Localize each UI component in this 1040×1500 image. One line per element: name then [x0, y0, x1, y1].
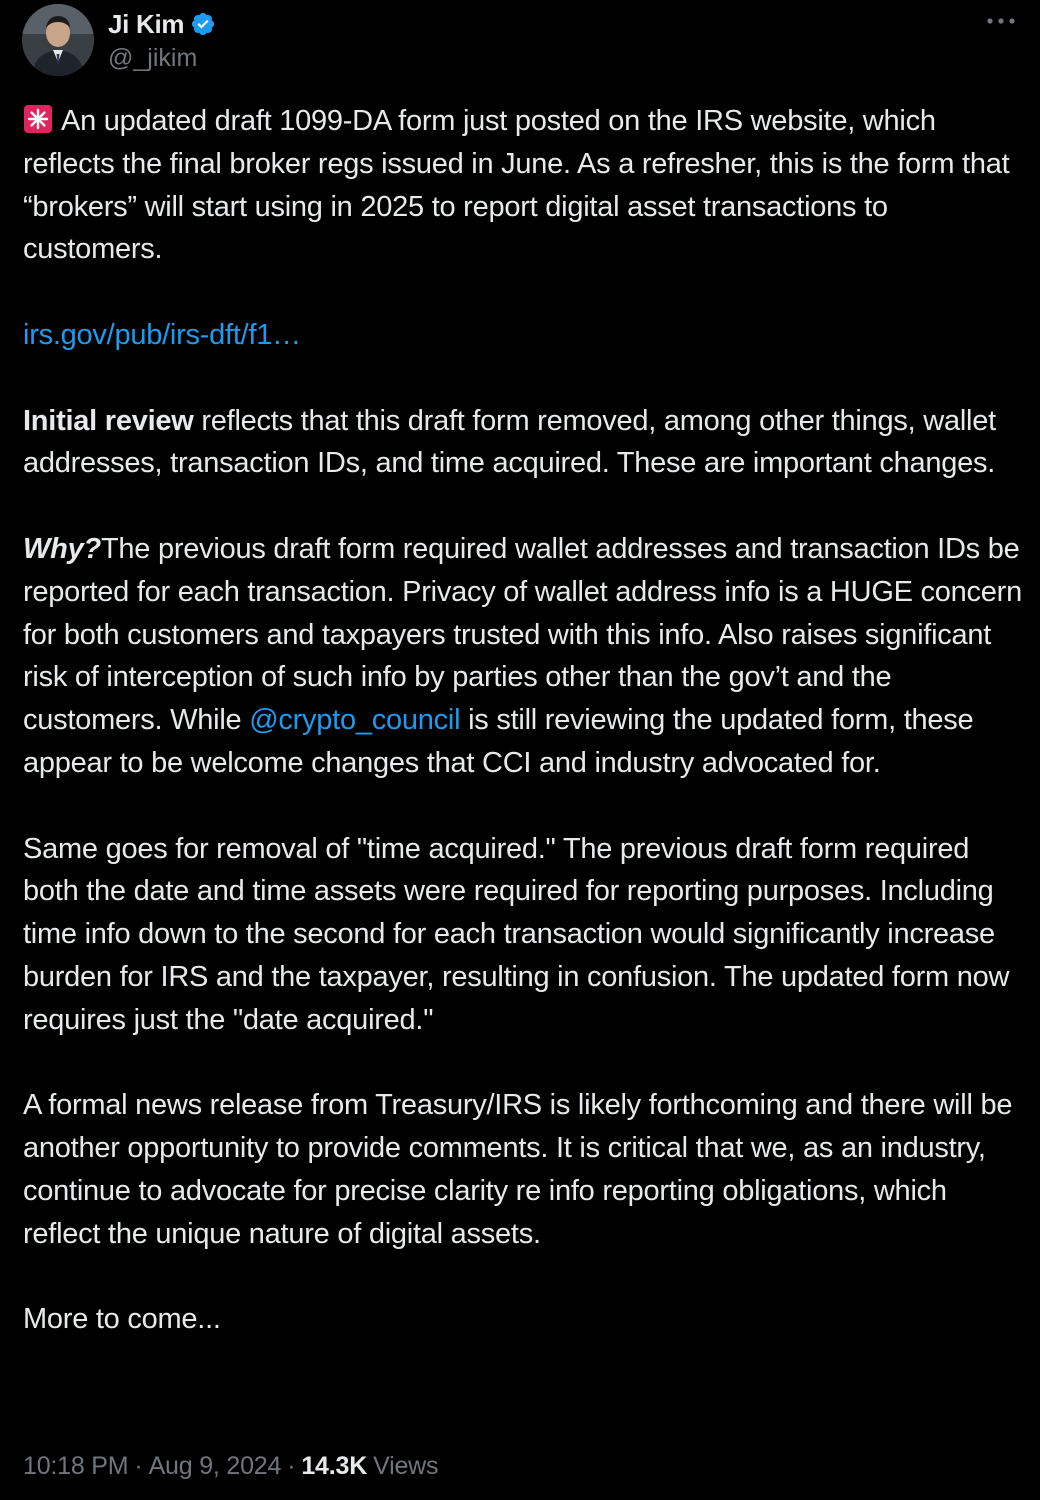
- paragraph-4-text: The previous draft form required wallet addresses and transaction IDs be reported for each transaction. Privacy of wallet address info is a HUGE concern for both customers and taxpayers trusted with this info. Also raises significant risk of interception of such info by parties other than the gov’t and the customers. While: [23, 532, 1022, 737]
- paragraph-1-text: An updated draft 1099-DA form just posted on the IRS website, which reflects the final broker regs issued in June. As a refresher, this is the form that “brokers” will start using in 2025 to report digital asset transactions to customers.: [23, 105, 1010, 266]
- avatar-image: [22, 4, 94, 76]
- tweet-header: [22, 4, 1018, 80]
- meta-separator-2: ·: [287, 1452, 296, 1480]
- avatar[interactable]: [22, 4, 94, 76]
- irs-link[interactable]: irs.gov/pub/irs-dft/f1…: [23, 318, 301, 351]
- tweet-paragraph-5: Same goes for removal of "time acquired." The previous draft form required both the date and time assets were required for reporting purposes. Including time info down to the second for each transaction would significantly increase burden for IRS and the taxpayer, resulting in confusion. The updated form now requires just the "date acquired.": [23, 832, 1010, 1036]
- crypto-council-mention[interactable]: @crypto_council: [249, 704, 461, 737]
- tweet-paragraph-6: A formal news release from Treasury/IRS is likely forthcoming and there will be another opportunity to provide comments. It is critical that we, as an industry, continue to advocate for precise clarity re info reporting obligations, which reflect the unique nature of digital assets.: [23, 1089, 1013, 1250]
- author-info: [108, 6, 216, 73]
- more-options-icon: [986, 17, 1016, 25]
- paragraph-4-end: is still reviewing the updated form, these appear to be welcome changes that CCI and industry advocated for.: [23, 704, 974, 779]
- tweet-date[interactable]: Aug 9, 2024: [148, 1452, 282, 1480]
- tweet-paragraph-7: More to come...: [23, 1303, 221, 1336]
- tweet-text: [23, 100, 1023, 1341]
- more-options-button[interactable]: [984, 10, 1018, 32]
- why-label: Why?: [23, 532, 101, 565]
- tweet-paragraph-1: [23, 100, 1023, 271]
- tweet-paragraph-link: [23, 314, 1023, 357]
- author-name[interactable]: Ji Kim: [108, 8, 185, 39]
- name-row: [108, 6, 216, 42]
- tweet-meta: [23, 1452, 438, 1481]
- tweet-paragraph-3: [23, 400, 1023, 486]
- paragraph-3-text: reflects that this draft form removed, among other things, wallet addresses, transaction IDs, and time acquired. These are important changes.: [23, 404, 996, 480]
- initial-review-label: Initial review: [23, 404, 194, 437]
- siren-emoji-icon: [23, 104, 53, 134]
- meta-separator: ·: [134, 1452, 143, 1480]
- views-count[interactable]: 14.3K: [301, 1452, 368, 1480]
- verified-badge-icon[interactable]: [190, 11, 216, 37]
- tweet-time[interactable]: 10:18 PM: [23, 1452, 129, 1480]
- author-handle[interactable]: @_jikim: [108, 44, 198, 72]
- views-label: Views: [373, 1452, 439, 1480]
- tweet-paragraph-4: [23, 528, 1023, 785]
